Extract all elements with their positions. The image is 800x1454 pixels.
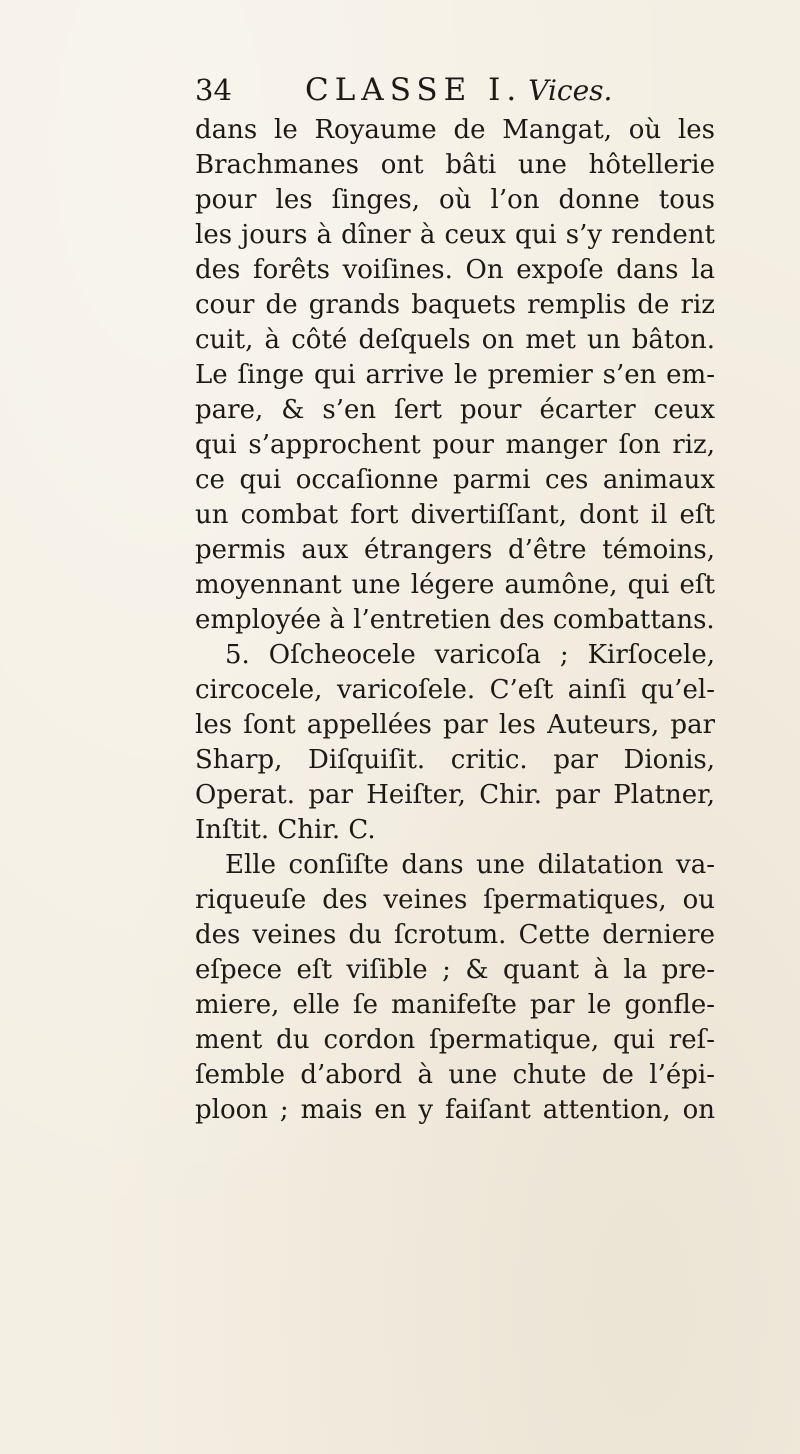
page-number: 34 <box>195 73 232 107</box>
body-text <box>195 113 715 1128</box>
text-line: dans le Royaume de Mangat, où les <box>195 115 715 145</box>
text-line: circocele, varicoſele. C’eſt ainſi qu’el- <box>195 675 715 705</box>
running-head: CLASSE I. <box>305 72 523 108</box>
page-header <box>195 70 715 110</box>
text-line: moyennant une légere aumône, qui eſt <box>195 570 715 600</box>
text-line: Operat. par Heiſter, Chir. par Platner, <box>195 780 715 810</box>
text-line: employée à l’entretien des combattans. <box>195 605 715 635</box>
text-line: Brachmanes ont bâti une hôtellerie <box>195 150 715 180</box>
text-line: riqueuſe des veines ſpermatiques, ou <box>195 885 715 915</box>
text-line: un combat fort divertiſſant, dont il eſt <box>195 500 715 530</box>
text-line: les jours à dîner à ceux qui s’y rendent <box>195 220 715 250</box>
text-line: Inſtit. Chir. C. <box>195 815 376 845</box>
text-line: des veines du ſcrotum. Cette derniere <box>195 920 715 950</box>
running-head-subtitle: Vices. <box>528 74 613 107</box>
text-line: ploon ; mais en y faiſant attention, on <box>195 1095 715 1125</box>
text-line: Le ſinge qui arrive le premier s’en em- <box>195 360 715 390</box>
text-line: 5. Oſcheocele varicoſa ; Kirſocele, <box>225 640 715 670</box>
text-line: pare, & s’en ſert pour écarter ceux <box>195 395 715 425</box>
text-line: Sharp, Diſquiſit. critic. par Dionis, <box>195 745 715 775</box>
text-line: ce qui occaſionne parmi ces animaux <box>195 465 715 495</box>
text-line: ment du cordon ſpermatique, qui reſ- <box>195 1025 715 1055</box>
text-line: pour les ſinges, où l’on donne tous <box>195 185 715 215</box>
text-line: cuit, à côté deſquels on met un bâton. <box>195 325 715 355</box>
text-line: miere, elle ſe manifeſte par le gonfle- <box>195 990 715 1020</box>
text-line: les ſont appellées par les Auteurs, par <box>195 710 715 740</box>
text-line: Elle conſiſte dans une dilatation va- <box>225 850 715 880</box>
text-line: ſemble d’abord à une chute de l’épi- <box>195 1060 715 1090</box>
text-line: permis aux étrangers d’être témoins, <box>195 535 715 565</box>
text-line: eſpece eſt viſible ; & quant à la pre- <box>195 955 715 985</box>
text-line: des forêts voiſines. On expoſe dans la <box>195 255 715 285</box>
text-line: cour de grands baquets remplis de riz <box>195 290 715 320</box>
text-line: qui s’approchent pour manger ſon riz, <box>195 430 715 460</box>
